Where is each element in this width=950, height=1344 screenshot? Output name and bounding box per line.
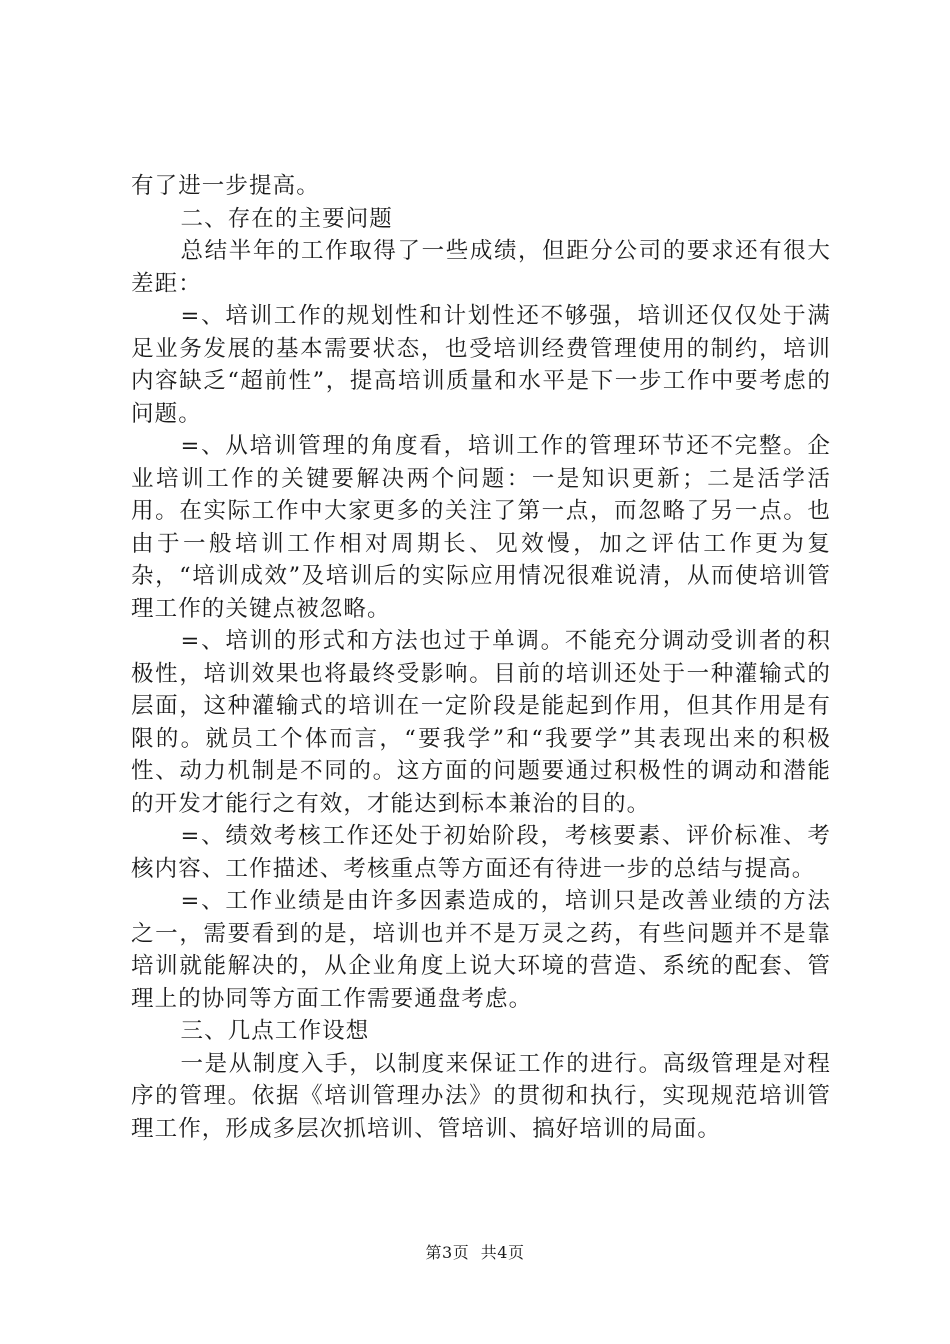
paragraph: 一是从制度入手，以制度来保证工作的进行。高级管理是对程序的管理。依据《培训管理办法》的贯彻和执行，实现规范培训管理工作，形成多层次抓培训、管培训、搞好培训的局面。 xyxy=(131,1050,831,1142)
section-heading: 二、存在的主要问题 xyxy=(180,205,393,232)
paragraph: =、从培训管理的角度看，培训工作的管理环节还不完整。企业培训工作的关键要解决两个问题：一是知识更新；二是活学活用。在实际工作中大家更多的关注了第一点，而忽略了另一点。也由于一般培训工作相对周期长、见效慢，加之评估工作更为复杂，“培训成效”及培训后的实际应用情况很难说清，从而使培训管理工作的关键点被忽略。 xyxy=(131,433,831,622)
page-footer xyxy=(0,1243,950,1263)
paragraph: =、绩效考核工作还处于初始阶段，考核要素、评价标准、考核内容、工作描述、考核重点等方面还有待进一步的总结与提高。 xyxy=(131,823,831,882)
page-number: 第3页 xyxy=(425,1243,470,1262)
paragraph: =、培训的形式和方法也过于单调。不能充分调动受训者的积极性，培训效果也将最终受影响。目前的培训还处于一种灌输式的层面，这种灌输式的培训在一定阶段是能起到作用，但其作用是有限的。就员工个体而言，“要我学”和“我要学”其表现出来的积极性、动力机制是不同的。这方面的问题要通过积极性的调动和潜能的开发才能行之有效，才能达到标本兼治的目的。 xyxy=(131,628,831,817)
section-heading: 三、几点工作设想 xyxy=(180,1018,370,1044)
paragraph: 总结半年的工作取得了一些成绩，但距分公司的要求还有很大差距： xyxy=(131,238,831,297)
paragraph: 有了进一步提高。 xyxy=(131,173,320,199)
total-pages: 共4页 xyxy=(480,1243,525,1262)
paragraph: =、工作业绩是由许多因素造成的，培训只是改善业绩的方法之一，需要看到的是，培训也并不是万灵之药，有些问题并不是靠培训就能解决的，从企业角度上说大环境的营造、系统的配套、管理上的协同等方面工作需要通盘考虑。 xyxy=(131,888,831,1012)
paragraph: =、培训工作的规划性和计划性还不够强，培训还仅仅处于满足业务发展的基本需要状态，也受培训经费管理使用的制约，培训内容缺乏“超前性”，提高培训质量和水平是下一步工作中要考虑的问题。 xyxy=(131,303,831,427)
document-body xyxy=(131,170,831,1145)
